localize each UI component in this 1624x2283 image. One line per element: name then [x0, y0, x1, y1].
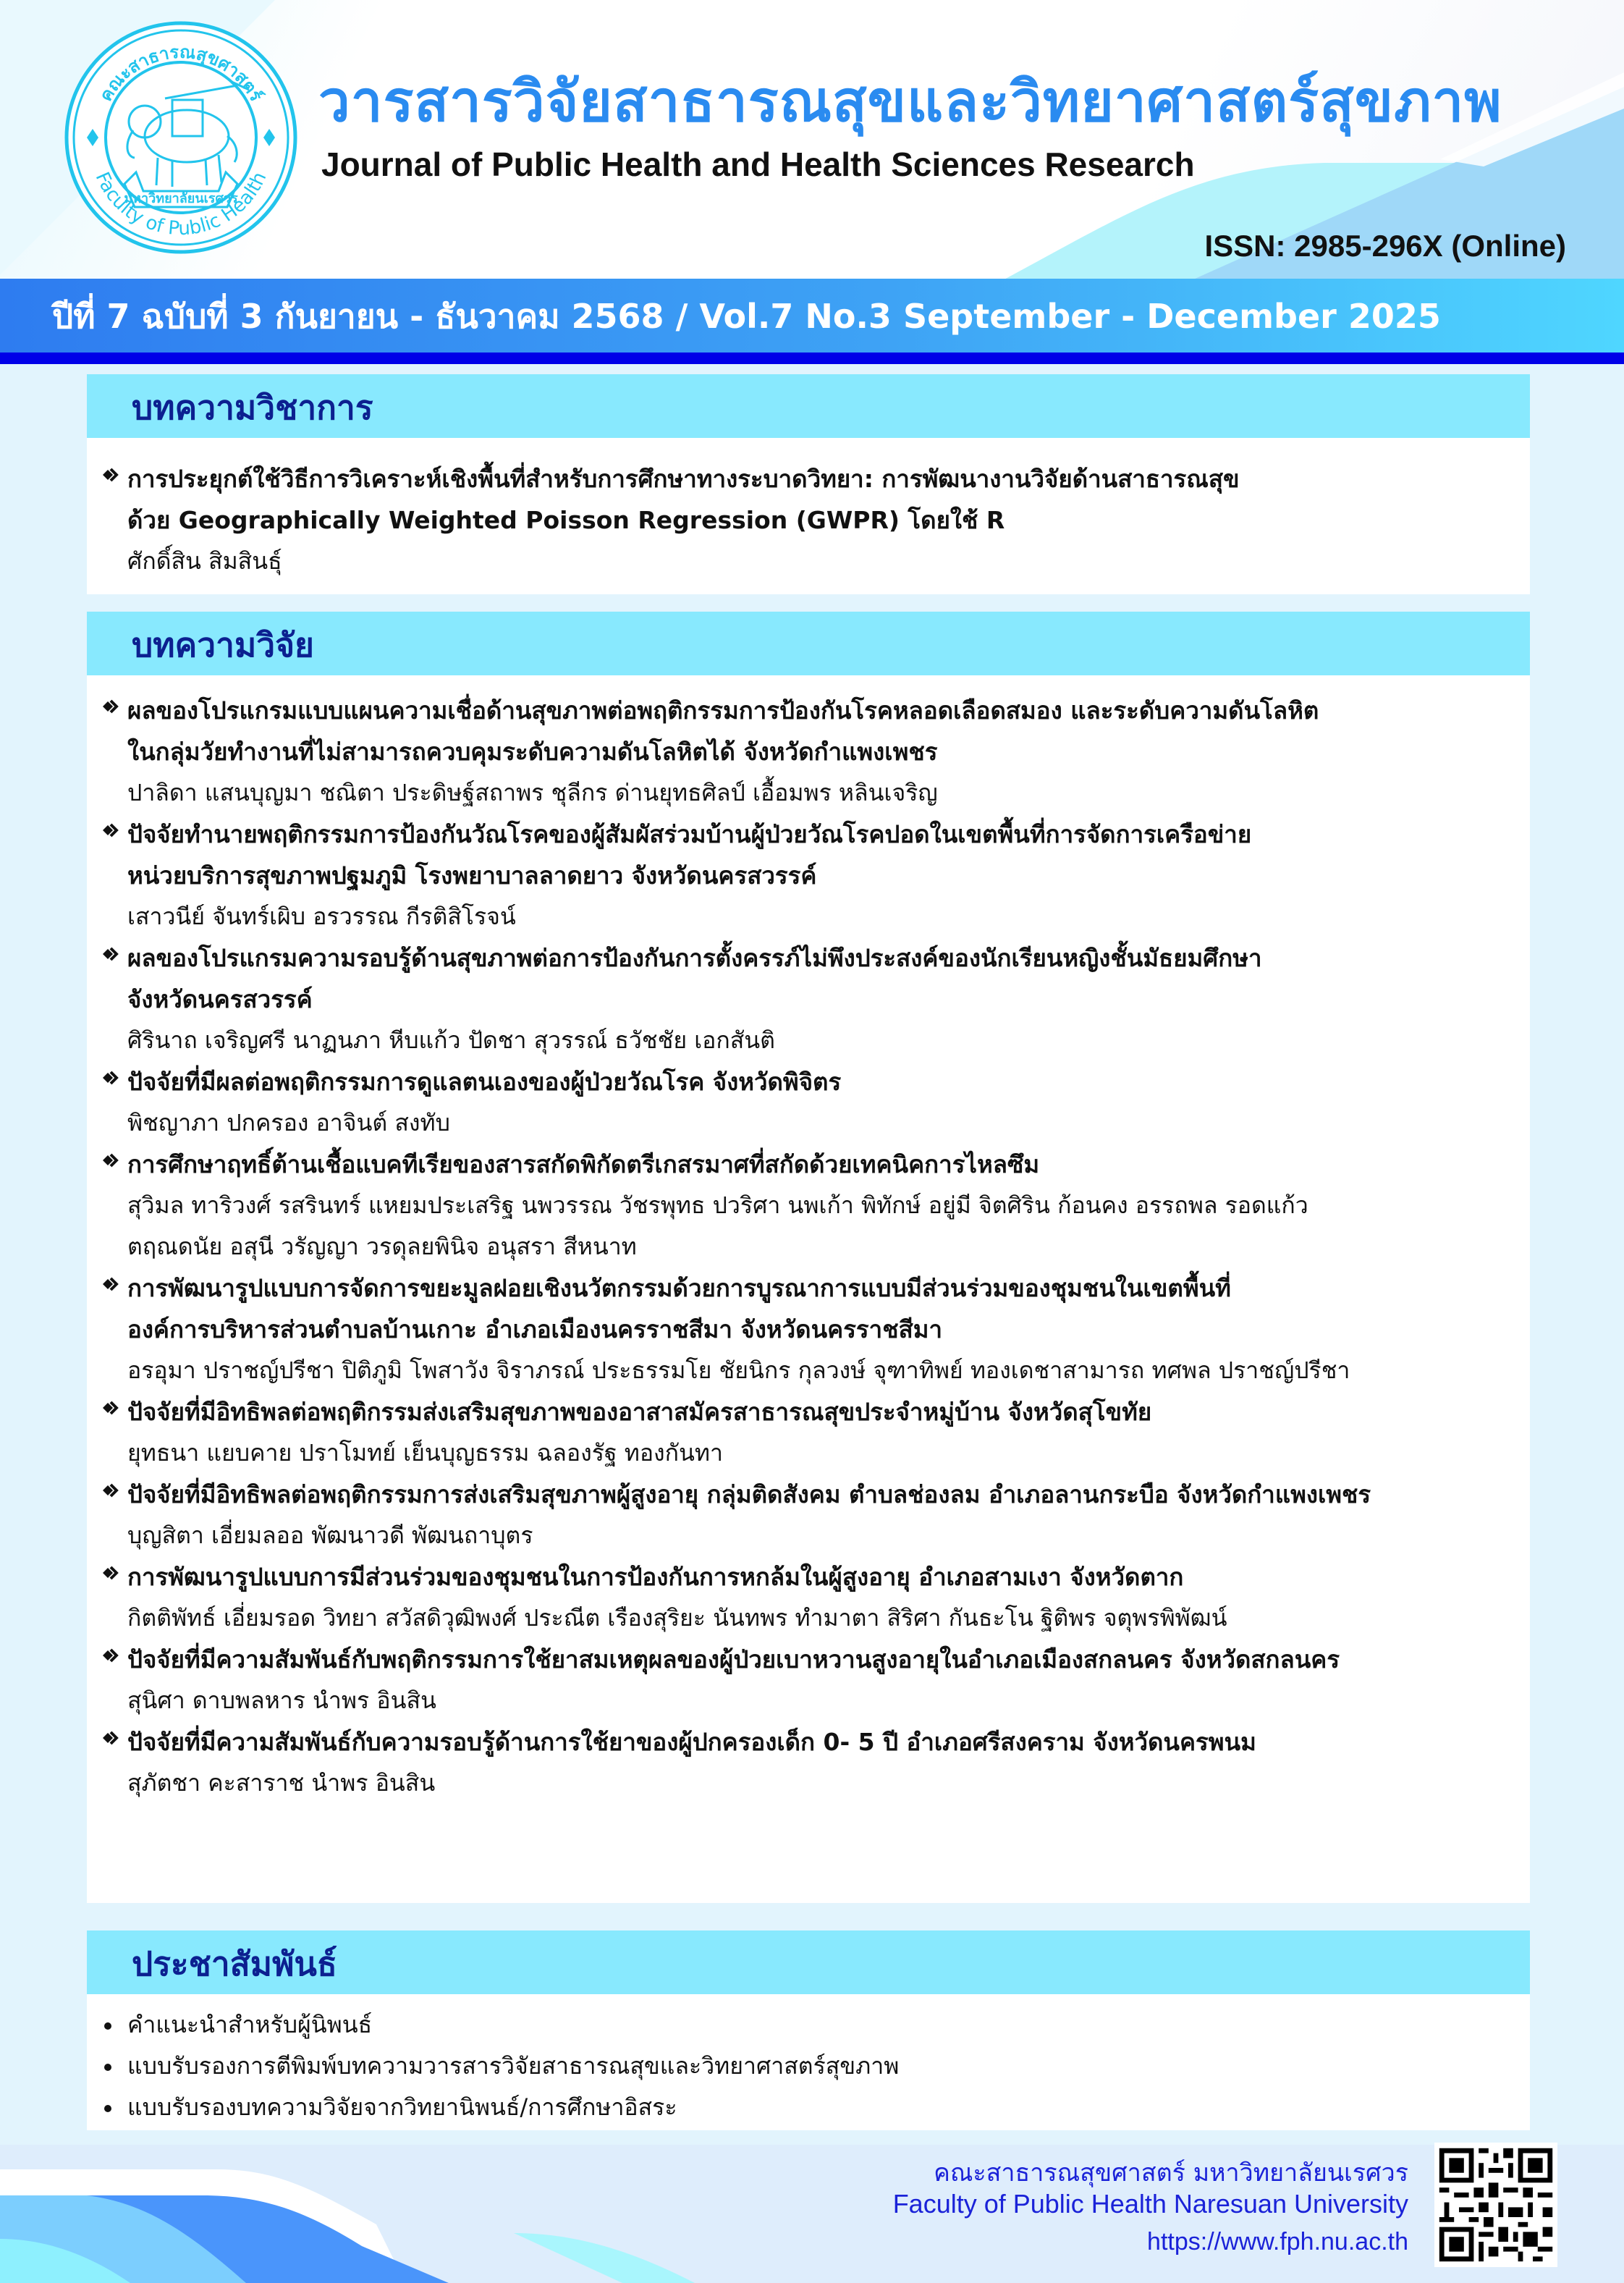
issue-banner — [0, 279, 1624, 353]
section-header — [87, 612, 1530, 675]
diamond-bullet-icon — [101, 821, 120, 840]
article-authors: อรอุมา ปราชญ์ปรีชา ปิติภูมิ โพสาวัง จิราภรณ์ ประธรรมโย ชัยนิกร กุลวงษ์ จุฑาทิพย์ ทองเดชาสามารถ ทศพล ปราชญ์ปรีชา — [127, 1356, 1350, 1384]
section-header — [87, 1930, 1530, 1994]
diamond-bullet-icon — [101, 1646, 120, 1665]
article-title[interactable]: การพัฒนารูปแบบการมีส่วนร่วมของชุมชนในการป้องกันการหกล้มในผู้สูงอายุ อำเภอสามเงา จังหวัดตาก — [127, 1563, 1184, 1591]
elephant-seal-logo-icon — [64, 20, 298, 255]
article-authors: กิตติพัทธ์ เอี่ยมรอด วิทยา สวัสดิวุฒิพงศ์ ประณีต เรืองสุริยะ นันทพร ทำมาตา สิริศา กันธะโน ฐิติพร จตุพรพิพัฒน์ — [127, 1604, 1227, 1632]
article-title[interactable]: การศึกษาฤทธิ์ต้านเชื้อแบคทีเรียของสารสกัดพิกัดตรีเกสรมาศที่สกัดด้วยเทคนิคการไหลซึม — [127, 1150, 1040, 1178]
announcement-link[interactable]: แบบรับรองบทความวิจัยจากวิทยานิพนธ์/การศึกษาอิสระ — [87, 2087, 1530, 2128]
diamond-bullet-icon — [101, 1564, 120, 1582]
article-title[interactable]: การพัฒนารูปแบบการจัดการขยะมูลฝอยเชิงนวัตกรรมด้วยการบูรณาการแบบมีส่วนร่วมของชุมชนในเขตพื้นที่ — [127, 1274, 1231, 1302]
article-authors: ปาลิดา แสนบุญมา ชณิตา ประดิษฐ์สถาพร ชุลีกร ด่านยุทธศิลป์ เอื้อมพร หลินเจริญ — [127, 779, 938, 806]
article-entry[interactable] — [87, 1721, 1530, 1804]
article-authors: สุภัตชา คะสาราช นำพร อินสิน — [127, 1769, 436, 1797]
section-announcements — [87, 1930, 1530, 2130]
diamond-bullet-icon — [101, 1275, 120, 1294]
diamond-bullet-icon — [101, 697, 120, 716]
announcement-link[interactable]: คำแนะนำสำหรับผู้นิพนธ์ — [87, 2004, 1530, 2046]
article-authors: ศักดิ์สิน สิมสินธุ์ — [127, 547, 282, 575]
diamond-bullet-icon — [101, 1068, 120, 1087]
section-academic-articles — [87, 374, 1530, 594]
article-entry[interactable] — [87, 1144, 1530, 1267]
section-title: ประชาสัมพันธ์ — [132, 1944, 337, 1983]
article-title[interactable]: ในกลุ่มวัยทำงานที่ไม่สามารถควบคุมระดับความดันโลหิตได้ จังหวัดกำแพงเพชร — [127, 738, 938, 766]
diamond-bullet-icon — [101, 1398, 120, 1417]
diamond-bullet-icon — [101, 945, 120, 963]
article-entry[interactable] — [87, 690, 1530, 814]
article-authors: สุวิมล ทาริวงศ์ รสรินทร์ แหยมประเสริฐ นพวรรณ วัชรพุทธ ปวริศา นพเก้า พิทักษ์ อยู่มี จิตศิริน ก้อนคง อรรถพล รอดแก้ว — [127, 1191, 1308, 1219]
article-entry[interactable] — [87, 1474, 1530, 1556]
faculty-logo — [64, 20, 298, 255]
svg-text:Faculty of Public Health: Faculty of Public Health — [90, 169, 271, 240]
article-entry[interactable] — [87, 1556, 1530, 1639]
qr-code-graphic — [1434, 2143, 1557, 2267]
diamond-bullet-icon — [101, 1729, 120, 1747]
article-entry[interactable] — [87, 814, 1530, 937]
article-title[interactable]: องค์การบริหารส่วนตำบลบ้านเกาะ อำเภอเมืองนครราชสีมา จังหวัดนครราชสีมา — [127, 1315, 943, 1343]
article-title[interactable]: ผลของโปรแกรมความรอบรู้ด้านสุขภาพต่อการป้องกันการตั้งครรภ์ไม่พึงประสงค์ของนักเรียนหญิงชั้นมัธยมศึกษา — [127, 944, 1262, 972]
article-title[interactable]: ปัจจัยที่มีความสัมพันธ์กับความรอบรู้ด้านการใช้ยาของผู้ปกครองเด็ก 0- 5 ปี อำเภอศรีสงคราม จังหวัดนครพนม — [127, 1728, 1256, 1756]
banner-rule — [0, 353, 1624, 364]
diamond-bullet-icon — [101, 1151, 120, 1170]
article-entry[interactable] — [87, 1639, 1530, 1721]
article-authors: ศิรินาถ เจริญศรี นาฏนภา หีบแก้ว ปัดชา สุวรรณ์ ธวัชชัย เอกสันติ — [127, 1026, 775, 1054]
journal-title-english: Journal of Public Health and Health Sciences Research — [321, 145, 1195, 183]
issue-info: ปีที่ 7 ฉบับที่ 3 กันยายน - ธันวาคม 2568 / Vol.7 No.3 September - December 2025 — [52, 297, 1441, 336]
article-authors: ตฤณดนัย อสุนี วรัญญา วรดุลยพินิจ อนุสรา สีหนาท — [127, 1233, 637, 1260]
section-research-articles — [87, 612, 1530, 1903]
qr-code-icon[interactable] — [1434, 2143, 1557, 2267]
faculty-name-thai: คณะสาธารณสุขศาสตร์ มหาวิทยาลัยนเรศวร — [934, 2158, 1408, 2187]
article-entry[interactable] — [87, 937, 1530, 1061]
article-entry[interactable] — [87, 1391, 1530, 1474]
article-title[interactable]: ปัจจัยที่มีผลต่อพฤติกรรมการดูแลตนเองของผู้ป่วยวัณโรค จังหวัดพิจิตร — [127, 1068, 842, 1096]
article-title[interactable]: ผลของโปรแกรมแบบแผนความเชื่อด้านสุขภาพต่อพฤติกรรมการป้องกันโรคหลอดเลือดสมอง และระดับความดันโลหิต — [127, 696, 1319, 725]
svg-text:มหาวิทยาลัยนเรศวร: มหาวิทยาลัยนเรศวร — [124, 191, 238, 206]
announcement-link[interactable]: แบบรับรองการตีพิมพ์บทความวารสารวิจัยสาธารณสุขและวิทยาศาสตร์สุขภาพ — [87, 2046, 1530, 2087]
issn-label: ISSN: 2985-296X (Online) — [1204, 229, 1566, 263]
journal-title-thai: วารสารวิจัยสาธารณสุขและวิทยาศาสตร์สุขภาพ — [318, 69, 1502, 135]
section-title: บทความวิชาการ — [132, 388, 373, 427]
article-title[interactable]: ปัจจัยที่มีความสัมพันธ์กับพฤติกรรมการใช้ยาสมเหตุผลของผู้ป่วยเบาหวานสูงอายุในอำเภอเมืองสกลนคร จังหวัดสกลนคร — [127, 1645, 1340, 1674]
diamond-bullet-icon — [101, 1481, 120, 1500]
article-title[interactable]: จังหวัดนครสวรรค์ — [127, 985, 313, 1013]
diamond-bullet-icon — [101, 465, 120, 484]
article-authors: ยุทธนา แยบคาย ปราโมทย์ เย็นบุญธรรม ฉลองรัฐ ทองกันทา — [127, 1439, 723, 1467]
svg-text:คณะสาธารณสุขศาสตร์: คณะสาธารณสุขศาสตร์ — [95, 41, 267, 105]
article-title[interactable]: ปัจจัยที่มีอิทธิพลต่อพฤติกรรมส่งเสริมสุขภาพของอาสาสมัครสาธารณสุขประจำหมู่บ้าน จังหวัดสุโขทัย — [127, 1398, 1152, 1426]
article-title[interactable]: การประยุกต์ใช้วิธีการวิเคราะห์เชิงพื้นที่สำหรับการศึกษาทางระบาดวิทยา: การพัฒนางานวิจัยด้านสาธารณสุข — [127, 465, 1240, 493]
article-title[interactable]: ปัจจัยที่มีอิทธิพลต่อพฤติกรรมการส่งเสริมสุขภาพผู้สูงอายุ กลุ่มติดสังคม ตำบลช่องลม อำเภอลานกระบือ จังหวัดกำแพงเพชร — [127, 1480, 1371, 1508]
article-entry[interactable] — [87, 458, 1530, 582]
section-title: บทความวิจัย — [132, 625, 315, 664]
article-title[interactable]: ด้วย Geographically Weighted Poisson Regression (GWPR) โดยใช้ R — [127, 506, 1005, 534]
article-entry[interactable] — [87, 1061, 1530, 1144]
article-title[interactable]: หน่วยบริการสุขภาพปฐมภูมิ โรงพยาบาลลาดยาว จังหวัดนครสวรรค์ — [127, 861, 817, 890]
article-entry[interactable] — [87, 1267, 1530, 1391]
section-header — [87, 374, 1530, 438]
article-title[interactable]: ปัจจัยทำนายพฤติกรรมการป้องกันวัณโรคของผู้สัมผัสร่วมบ้านผู้ป่วยวัณโรคปอดในเขตพื้นที่การจัดการเครือข่าย — [127, 820, 1252, 848]
article-authors: เสาวนีย์ จันทร์เผิบ อรวรรณ กีรติสิโรจน์ — [127, 903, 516, 930]
faculty-website-link[interactable]: https://www.fph.nu.ac.th — [1147, 2228, 1408, 2255]
article-authors: บุญสิตา เอี่ยมลออ พัฒนาวดี พัฒนถาบุตร — [127, 1522, 533, 1549]
article-authors: สุนิศา ดาบพลหาร นำพร อินสิน — [127, 1687, 436, 1714]
article-authors: พิชญาภา ปกครอง อาจินต์ สงทับ — [127, 1109, 450, 1136]
faculty-name-english: Faculty of Public Health Naresuan University — [892, 2189, 1408, 2219]
